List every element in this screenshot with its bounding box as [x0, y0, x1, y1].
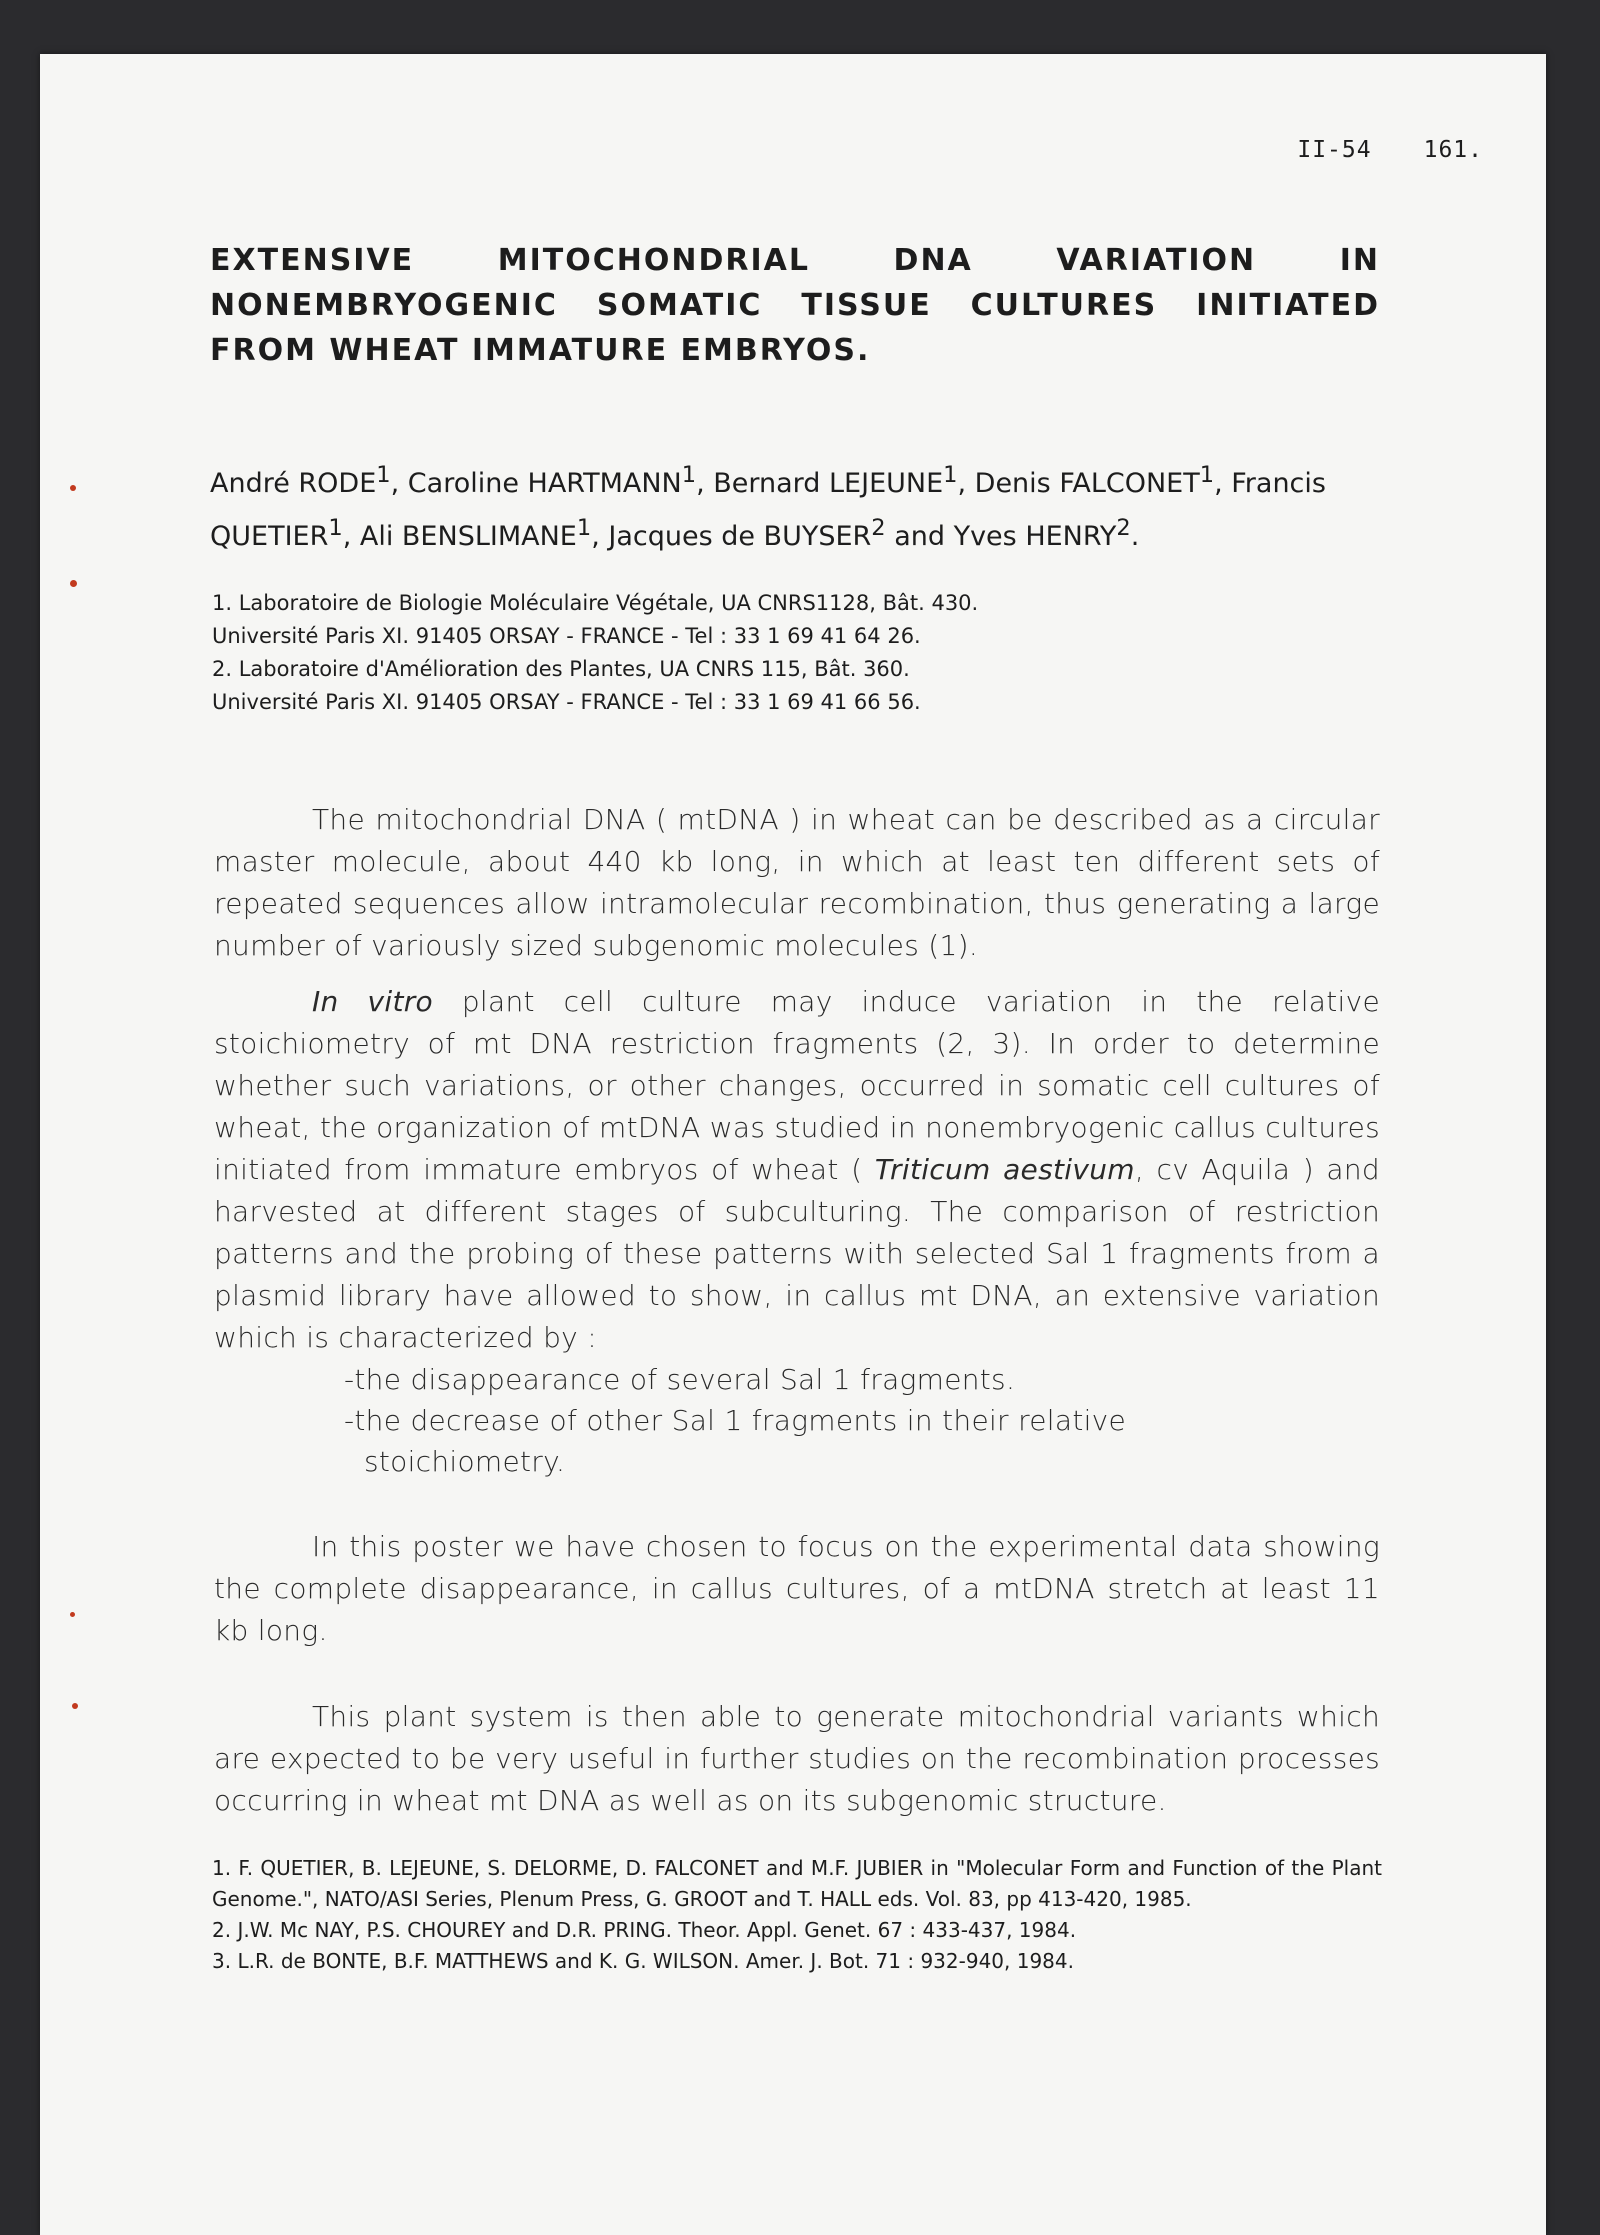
bullet-item-continuation: stoichiometry.: [364, 1445, 566, 1478]
body-text: [214, 799, 1380, 1822]
poster-code: II-54: [1297, 137, 1372, 163]
reference-item: 2. J.W. Mc NAY, P.S. CHOUREY and D.R. PRING. Theor. Appl. Genet. 67 : 433-437, 1984.: [212, 1918, 1077, 1942]
margin-mark: [70, 580, 77, 587]
paragraph: The mitochondrial DNA ( mtDNA ) in wheat can be described as a circular master molecule, about 440 kb long, in which at least ten different sets of repeated sequences allow intramolecular recombination, thus generating a large number of variously sized subgenomic molecules (1).: [214, 803, 1380, 962]
affiliation-line: Université Paris XI. 91405 ORSAY - FRANCE - Tel : 33 1 69 41 64 26.: [212, 624, 921, 648]
affiliation-line: 2. Laboratoire d'Amélioration des Plantes, UA CNRS 115, Bât. 360.: [212, 657, 910, 681]
author: , Bernard LEJEUNE: [696, 468, 944, 499]
document-title: EXTENSIVE MITOCHONDRIAL DNA VARIATION IN NONEMBRYOGENIC SOMATIC TISSUE CULTURES INITIATED FROM WHEAT IMMATURE EMBRYOS.: [210, 243, 1380, 368]
paragraph-text: plant cell culture may induce variation in the relative stoichiometry of mt DNA restriction fragments (2, 3). In order to determine whether such variations, or other changes, occurred in somatic cell cultures of wheat, the organization of mtDNA was studied in nonembryogenic callus cultures initiated from immature embryos of wheat (: [214, 985, 1380, 1186]
margin-mark: [70, 1612, 75, 1617]
author: , Ali BENSLIMANE: [342, 521, 577, 552]
affiliations: [212, 587, 1312, 719]
author: André RODE: [210, 468, 377, 499]
reference-item: 3. L.R. de BONTE, B.F. MATTHEWS and K. G. WILSON. Amer. J. Bot. 71 : 932-940, 1984.: [212, 1949, 1074, 1973]
affiliation-line: Université Paris XI. 91405 ORSAY - FRANCE - Tel : 33 1 69 41 66 56.: [212, 690, 921, 714]
references: [212, 1853, 1382, 1977]
margin-mark: [70, 485, 76, 491]
paragraph: [214, 981, 1380, 1359]
affiliation-marker: 1: [1199, 462, 1215, 488]
affiliation-marker: 1: [681, 462, 697, 488]
page-number: 161.: [1423, 137, 1483, 163]
paragraph: This plant system is then able to generate mitochondrial variants which are expected to be very useful in further studies on the recombination processes occurring in wheat mt DNA as well as on its subgenomic structure.: [214, 1700, 1380, 1817]
affiliation-marker: 1: [376, 462, 391, 488]
page-header: [1297, 137, 1483, 163]
bullet-item: -the disappearance of several Sal 1 fragments.: [344, 1363, 1016, 1396]
affiliation-line: 1. Laboratoire de Biologie Moléculaire Végétale, UA CNRS1128, Bât. 430.: [212, 591, 979, 615]
author: and Yves HENRY: [885, 521, 1117, 552]
affiliation-marker: 2: [1116, 515, 1131, 541]
author: , Francis QUETIER: [210, 468, 1326, 552]
reference-item: 1. F. QUETIER, B. LEJEUNE, S. DELORME, D. FALCONET and M.F. JUBIER in "Molecular Form and Function of the Plant Genome.", NATO/ASI Series, Plenum Press, G. GROOT and T. HALL eds. Vol. 83, pp 413-420, 1985.: [212, 1856, 1382, 1911]
author: , Caroline HARTMANN: [390, 468, 682, 499]
affiliation-marker: 2: [871, 515, 886, 541]
bullet-list: [214, 1359, 1380, 1482]
affiliation-marker: 1: [328, 515, 343, 541]
author: , Denis FALCONET: [957, 468, 1200, 499]
author-list-end: .: [1130, 521, 1140, 552]
margin-mark: [72, 1703, 78, 1709]
affiliation-marker: 1: [943, 462, 958, 488]
italic-term: In vitro: [312, 985, 433, 1018]
author: , Jacques de BUYSER: [591, 521, 872, 552]
paragraph: In this poster we have chosen to focus on the experimental data showing the complete disappearance, in callus cultures, of a mtDNA stretch at least 11 kb long.: [214, 1530, 1380, 1647]
affiliation-marker: 1: [576, 515, 592, 541]
species-name: Triticum aestivum: [874, 1153, 1135, 1186]
bullet-item: -the decrease of other Sal 1 fragments in their relative: [344, 1404, 1127, 1437]
paragraph-text: , cv Aquila ) and harvested at different stages of subculturing. The comparison of restriction patterns and the probing of these patterns with selected Sal 1 fragments from a plasmid library have allowed to show, in callus mt DNA, an extensive variation which is characterized by :: [214, 1153, 1380, 1354]
author-list: [210, 453, 1380, 559]
